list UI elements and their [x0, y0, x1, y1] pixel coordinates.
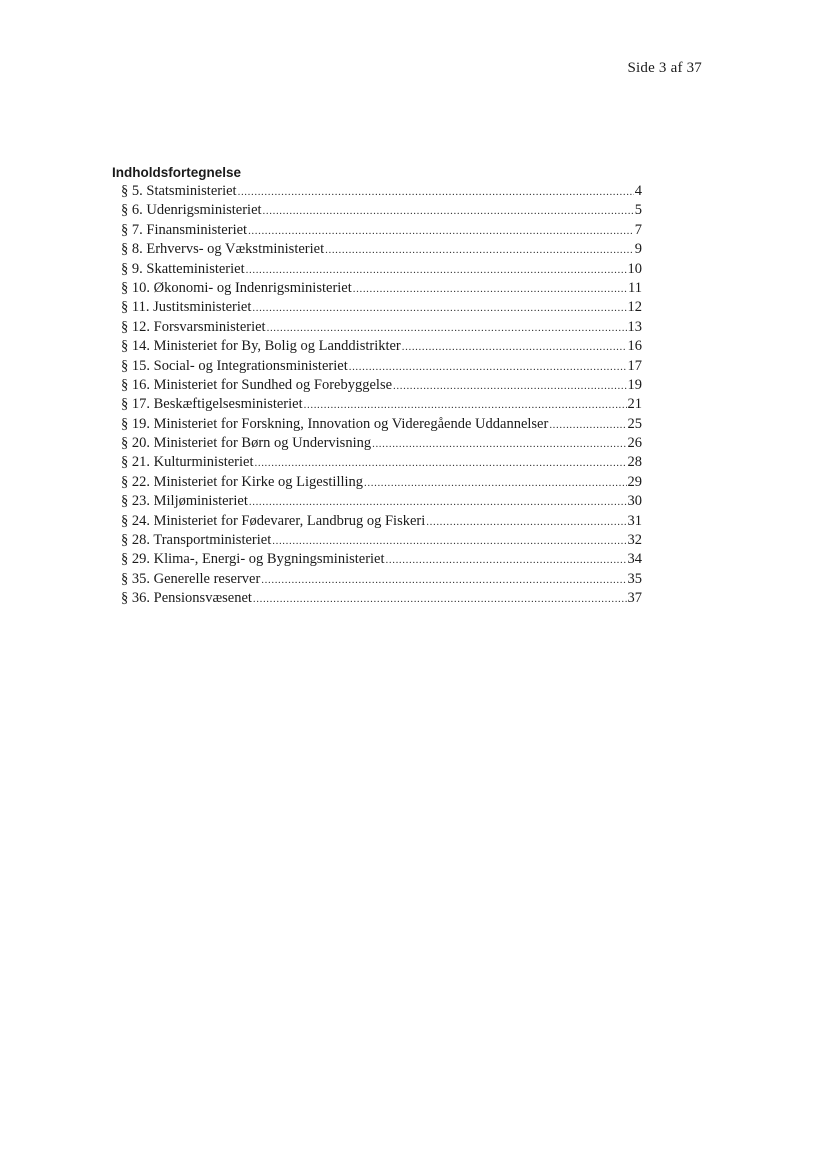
toc-entry-label: § 15. Social- og Integrationsministeriet — [121, 357, 348, 374]
toc-entry-label: § 19. Ministeriet for Forskning, Innovation og Videregående Uddannelser — [121, 415, 549, 432]
toc-entry-page: 35 — [627, 570, 642, 587]
toc-dot-leader — [267, 322, 627, 334]
toc-entry-page: 10 — [627, 260, 642, 277]
toc-dot-leader — [349, 361, 627, 373]
toc-dot-leader — [252, 302, 626, 314]
toc-entry[interactable] — [121, 435, 642, 454]
toc-dot-leader — [261, 574, 626, 586]
toc-title: Indholdsfortegnelse — [112, 165, 242, 180]
toc-entry[interactable] — [121, 319, 642, 338]
toc-entry-page: 30 — [627, 493, 642, 510]
toc-entry-label: § 9. Skatteministeriet — [121, 260, 245, 277]
toc-entry-label: § 21. Kulturministeriet — [121, 454, 254, 471]
toc-entry-label: § 5. Statsministeriet — [121, 183, 237, 199]
toc-entry-label: § 10. Økonomi- og Indenrigsministeriet — [121, 279, 352, 296]
toc-dot-leader — [325, 244, 634, 256]
toc-entry-label: § 14. Ministeriet for By, Bolig og Landdistrikter — [121, 338, 401, 355]
toc-entry[interactable] — [121, 454, 642, 473]
toc-entry-label: § 8. Erhvervs- og Vækstministeriet — [121, 241, 325, 258]
toc-entry[interactable] — [121, 202, 642, 221]
toc-entry-page: 37 — [627, 590, 642, 607]
toc-dot-leader — [249, 496, 627, 508]
toc-dot-leader — [372, 438, 626, 450]
toc-entry-page: 13 — [627, 318, 642, 335]
toc-dot-leader — [393, 380, 626, 392]
toc-entry[interactable] — [121, 241, 642, 260]
toc-entry[interactable] — [121, 396, 642, 415]
toc-entry-label: § 17. Beskæftigelsesministeriet — [121, 396, 303, 413]
toc-entry-page: 11 — [628, 279, 642, 296]
toc-entry-page: 34 — [627, 551, 642, 568]
toc-entry-label: § 23. Miljøministeriet — [121, 493, 248, 510]
toc-dot-leader — [353, 283, 627, 295]
toc-entry-page: 29 — [627, 473, 642, 490]
toc-entry-page: 4 — [634, 183, 642, 199]
toc-dot-leader — [402, 341, 627, 353]
toc-entry-page: 7 — [634, 221, 642, 238]
toc-dot-leader — [364, 477, 626, 489]
toc-dot-leader — [246, 264, 627, 276]
toc-dot-leader — [426, 516, 626, 528]
toc-entry[interactable] — [121, 590, 642, 609]
toc-dot-leader — [549, 419, 626, 431]
toc-entry-label: § 12. Forsvarsministeriet — [121, 318, 266, 335]
toc-entry-page: 26 — [627, 435, 642, 452]
toc-entry[interactable] — [121, 261, 642, 280]
toc-dot-leader — [263, 205, 634, 217]
toc-dot-leader — [272, 535, 626, 547]
toc-entry-page: 28 — [627, 454, 642, 471]
toc-entry-page: 16 — [627, 338, 642, 355]
toc-entry[interactable] — [121, 532, 642, 551]
toc-entry[interactable] — [121, 416, 642, 435]
toc-entry[interactable] — [121, 493, 642, 512]
toc-entry[interactable] — [121, 183, 642, 202]
toc-entry-label: § 36. Pensionsvæsenet — [121, 590, 252, 607]
toc-entry-label: § 16. Ministeriet for Sundhed og Forebyggelse — [121, 376, 393, 393]
toc-entry[interactable] — [121, 222, 642, 241]
toc-entry-page: 32 — [627, 532, 642, 549]
toc-entry[interactable] — [121, 513, 642, 532]
toc-entry-page: 17 — [627, 357, 642, 374]
toc-entry-page: 21 — [627, 396, 642, 413]
page-number: Side 3 af 37 — [627, 60, 702, 76]
toc-dot-leader — [238, 186, 634, 198]
toc-entry-label: § 22. Ministeriet for Kirke og Ligestilling — [121, 473, 364, 490]
toc-entry[interactable] — [121, 338, 642, 357]
toc-dot-leader — [386, 554, 627, 566]
toc-entry-label: § 7. Finansministeriet — [121, 221, 248, 238]
toc-entry-label: § 11. Justitsministeriet — [121, 299, 252, 316]
toc-entry-page: 19 — [627, 376, 642, 393]
toc-entry-page: 25 — [627, 415, 642, 432]
toc-entry-label: § 6. Udenrigsministeriet — [121, 202, 262, 219]
toc-list — [121, 183, 642, 610]
toc-dot-leader — [253, 593, 627, 605]
toc-entry-label: § 29. Klima-, Energi- og Bygningsministeriet — [121, 551, 385, 568]
toc-dot-leader — [255, 457, 627, 469]
toc-dot-leader — [304, 399, 627, 411]
toc-dot-leader — [248, 225, 634, 237]
toc-entry-label: § 35. Generelle reserver — [121, 570, 261, 587]
toc-entry-label: § 28. Transportministeriet — [121, 532, 272, 549]
toc-entry-page: 9 — [634, 241, 642, 258]
toc-entry-label: § 20. Ministeriet for Børn og Undervisning — [121, 435, 372, 452]
toc-entry[interactable] — [121, 358, 642, 377]
toc-entry[interactable] — [121, 377, 642, 396]
toc-entry[interactable] — [121, 474, 642, 493]
toc-entry[interactable] — [121, 551, 642, 570]
toc-entry-label: § 24. Ministeriet for Fødevarer, Landbrug og Fiskeri — [121, 512, 426, 529]
toc-entry[interactable] — [121, 299, 642, 318]
toc-entry-page: 31 — [627, 512, 642, 529]
toc-entry[interactable] — [121, 571, 642, 590]
toc-entry[interactable] — [121, 280, 642, 299]
toc-entry-page: 5 — [634, 202, 642, 219]
toc-entry-page: 12 — [627, 299, 642, 316]
